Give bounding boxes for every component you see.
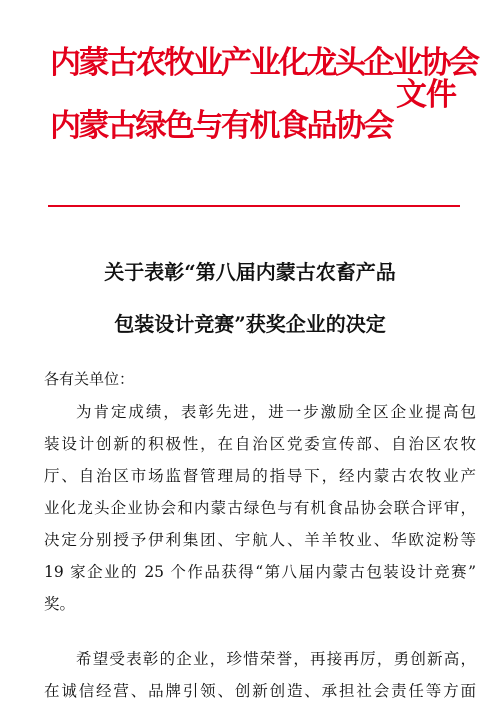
paragraph-1-line-3: 厅、自治区市场监督管理局的指导下，经内蒙古农牧业产	[44, 467, 476, 485]
paragraph-1-line-6: 19 家企业的 25 个作品获得“第八届内蒙古包装设计竞赛”	[44, 563, 476, 581]
org-name-line-2: 内蒙古绿色与有机食品协会	[50, 108, 392, 144]
paragraph-1-line-4: 业化龙头企业协会和内蒙古绿色与有机食品协会联合评审，	[44, 499, 476, 517]
document-title-line-1: 关于表彰“第八届内蒙古农畜产品	[104, 260, 396, 284]
paragraph-2-line-1: 希望受表彰的企业，珍惜荣誉，再接再厉，勇创新高，	[76, 650, 476, 668]
document-title-line-2: 包装设计竞赛”获奖企业的决定	[114, 312, 386, 336]
salutation: 各有关单位：	[44, 370, 135, 388]
document-type-label: 文件	[396, 77, 456, 113]
document-header	[0, 0, 500, 210]
header-divider	[48, 205, 460, 207]
paragraph-1-line-1: 为肯定成绩，表彰先进，进一步激励全区企业提高包	[76, 403, 476, 421]
paragraph-2-line-2: 在诚信经营、品牌引领、创新创造、承担社会责任等方面	[44, 682, 476, 700]
org-name-line-1: 内蒙古农牧业产业化龙头企业协会	[50, 45, 478, 81]
paragraph-1-line-7: 奖。	[44, 595, 76, 613]
paragraph-1-line-5: 决定分别授予伊利集团、宇航人、羊羊牧业、华欧淀粉等	[44, 531, 476, 549]
paragraph-1-line-2: 装设计创新的积极性，在自治区党委宣传部、自治区农牧	[44, 435, 476, 453]
